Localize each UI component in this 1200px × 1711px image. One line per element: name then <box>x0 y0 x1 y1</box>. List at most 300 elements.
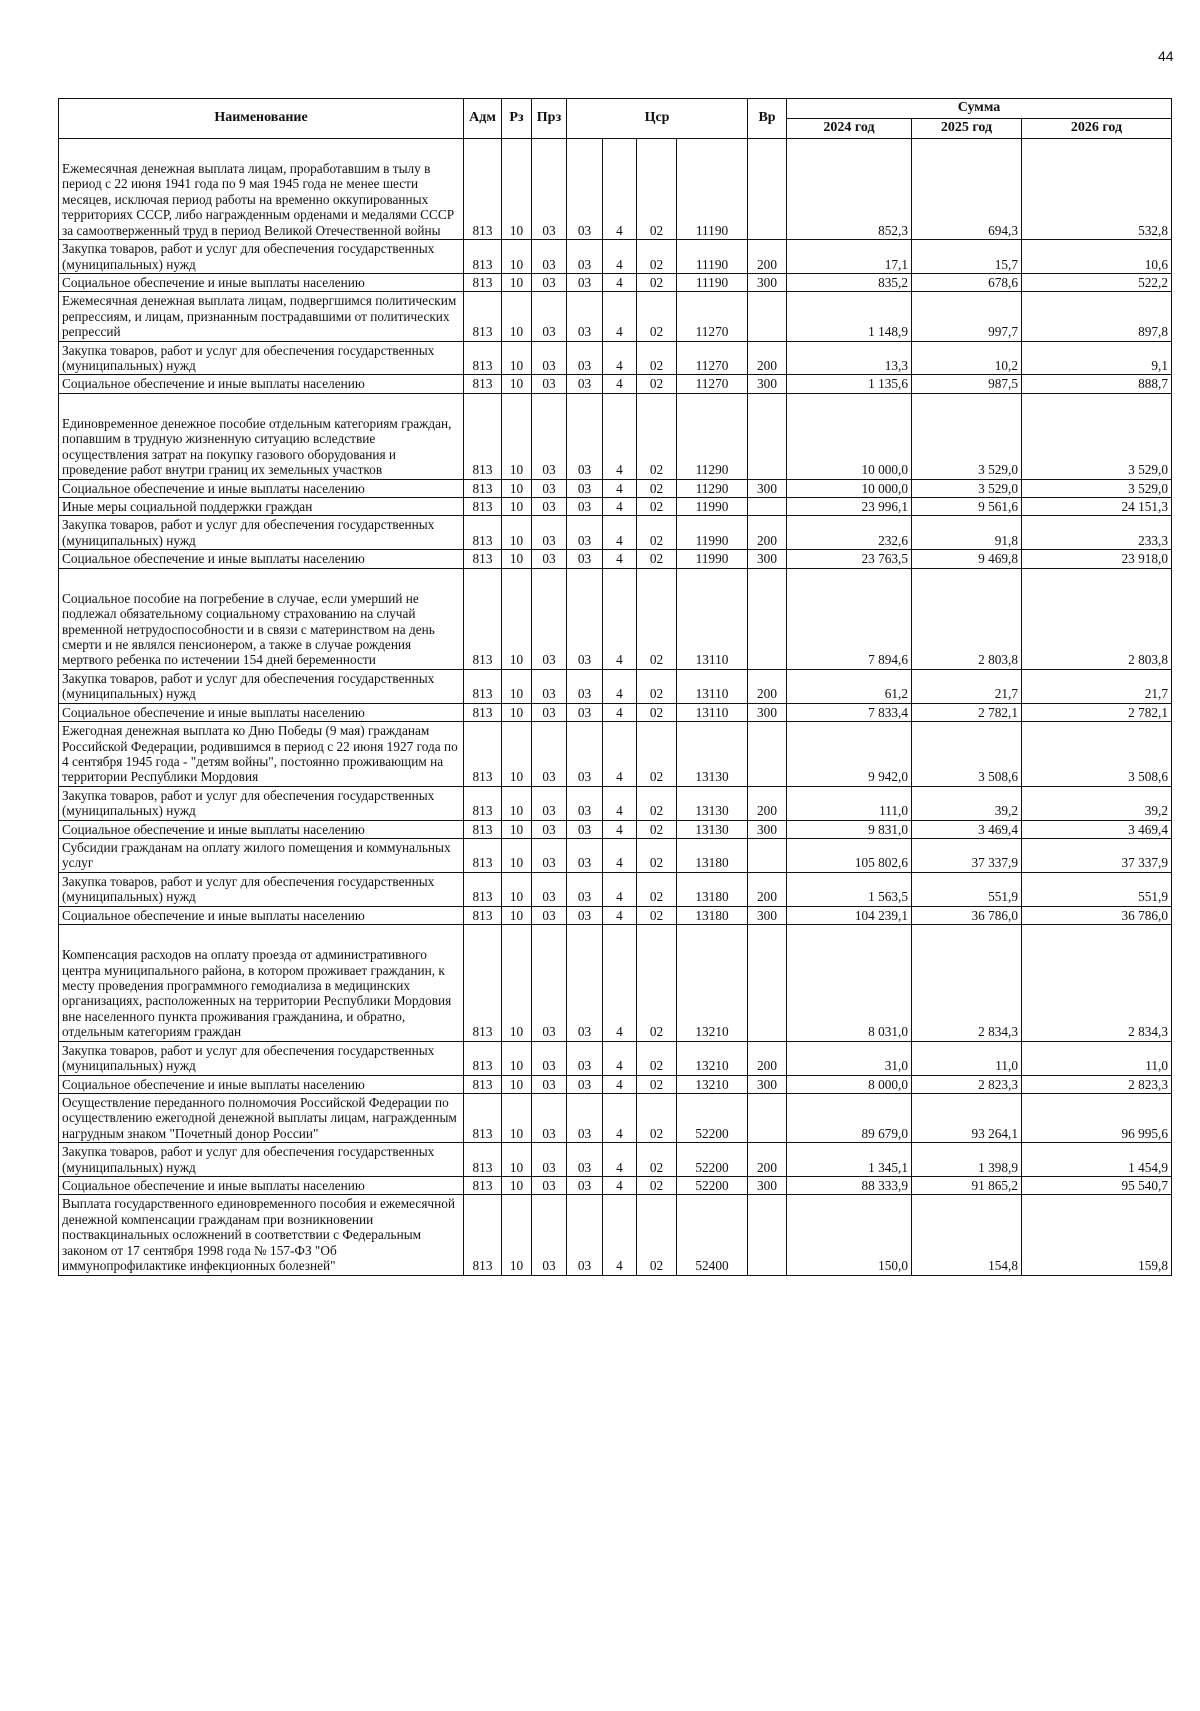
cell-rz: 10 <box>502 872 532 906</box>
cell-adm: 813 <box>464 1075 502 1093</box>
cell-sum-2025: 3 529,0 <box>912 479 1022 497</box>
header-year-2026: 2026 год <box>1022 119 1172 139</box>
cell-csr-1: 03 <box>567 273 603 291</box>
cell-vr: 200 <box>748 786 787 820</box>
cell-csr-4: 52400 <box>677 1195 748 1275</box>
cell-rz: 10 <box>502 820 532 838</box>
cell-sum-2024: 1 563,5 <box>787 872 912 906</box>
cell-sum-2025: 154,8 <box>912 1195 1022 1275</box>
cell-csr-1: 03 <box>567 139 603 240</box>
cell-csr-4: 13130 <box>677 722 748 787</box>
cell-rz: 10 <box>502 703 532 721</box>
cell-csr-4: 13110 <box>677 669 748 703</box>
cell-adm: 813 <box>464 906 502 924</box>
cell-csr-2: 4 <box>603 1041 637 1075</box>
cell-sum-2024: 7 833,4 <box>787 703 912 721</box>
cell-csr-4: 11190 <box>677 273 748 291</box>
cell-adm: 813 <box>464 1093 502 1142</box>
cell-name: Закупка товаров, работ и услуг для обеспечения государственных (муниципальных) нужд <box>59 516 464 550</box>
cell-rz: 10 <box>502 1177 532 1195</box>
cell-csr-3: 02 <box>637 273 677 291</box>
cell-sum-2025: 21,7 <box>912 669 1022 703</box>
cell-rz: 10 <box>502 1143 532 1177</box>
cell-csr-1: 03 <box>567 568 603 669</box>
table-row <box>59 139 1172 240</box>
cell-csr-2: 4 <box>603 139 637 240</box>
cell-sum-2026: 21,7 <box>1022 669 1172 703</box>
cell-vr <box>748 925 787 1042</box>
cell-rz: 10 <box>502 1093 532 1142</box>
cell-csr-1: 03 <box>567 550 603 568</box>
cell-csr-3: 02 <box>637 1143 677 1177</box>
table-row <box>59 1143 1172 1177</box>
cell-name: Закупка товаров, работ и услуг для обеспечения государственных (муниципальных) нужд <box>59 669 464 703</box>
cell-sum-2025: 2 803,8 <box>912 568 1022 669</box>
cell-adm: 813 <box>464 341 502 375</box>
cell-sum-2026: 23 918,0 <box>1022 550 1172 568</box>
cell-vr: 300 <box>748 375 787 393</box>
cell-sum-2024: 61,2 <box>787 669 912 703</box>
cell-csr-1: 03 <box>567 820 603 838</box>
cell-sum-2026: 522,2 <box>1022 273 1172 291</box>
table-row <box>59 872 1172 906</box>
cell-sum-2024: 1 345,1 <box>787 1143 912 1177</box>
cell-sum-2025: 91 865,2 <box>912 1177 1022 1195</box>
cell-prz: 03 <box>532 273 567 291</box>
cell-adm: 813 <box>464 820 502 838</box>
table-row <box>59 568 1172 669</box>
cell-csr-1: 03 <box>567 1075 603 1093</box>
cell-sum-2024: 232,6 <box>787 516 912 550</box>
cell-csr-1: 03 <box>567 479 603 497</box>
cell-rz: 10 <box>502 498 532 516</box>
cell-name: Закупка товаров, работ и услуг для обеспечения государственных (муниципальных) нужд <box>59 341 464 375</box>
table-row <box>59 703 1172 721</box>
cell-csr-4: 13210 <box>677 925 748 1042</box>
cell-sum-2025: 2 782,1 <box>912 703 1022 721</box>
table-row <box>59 669 1172 703</box>
cell-sum-2024: 852,3 <box>787 139 912 240</box>
cell-vr <box>748 722 787 787</box>
cell-csr-3: 02 <box>637 872 677 906</box>
table-row <box>59 1177 1172 1195</box>
cell-vr <box>748 568 787 669</box>
cell-csr-1: 03 <box>567 1041 603 1075</box>
cell-sum-2025: 11,0 <box>912 1041 1022 1075</box>
cell-sum-2026: 2 823,3 <box>1022 1075 1172 1093</box>
cell-csr-1: 03 <box>567 925 603 1042</box>
cell-csr-1: 03 <box>567 1093 603 1142</box>
cell-rz: 10 <box>502 1075 532 1093</box>
cell-csr-1: 03 <box>567 872 603 906</box>
cell-csr-4: 13180 <box>677 839 748 873</box>
cell-csr-3: 02 <box>637 139 677 240</box>
cell-csr-4: 11290 <box>677 479 748 497</box>
cell-sum-2024: 8 000,0 <box>787 1075 912 1093</box>
cell-csr-1: 03 <box>567 786 603 820</box>
cell-sum-2024: 9 831,0 <box>787 820 912 838</box>
cell-csr-4: 11270 <box>677 341 748 375</box>
cell-sum-2025: 1 398,9 <box>912 1143 1022 1177</box>
cell-adm: 813 <box>464 786 502 820</box>
table-row <box>59 1195 1172 1275</box>
cell-adm: 813 <box>464 393 502 479</box>
cell-name: Выплата государственного единовременного пособия и ежемесячной денежной компенсации гражданам при возникновении поствакцинальных осложнений в соответствии с Федеральным законом от 17 сентября 1998 года № 157-ФЗ "Об иммунопрофилактике инфекционных болезней" <box>59 1195 464 1275</box>
cell-vr <box>748 393 787 479</box>
cell-adm: 813 <box>464 1041 502 1075</box>
cell-sum-2024: 31,0 <box>787 1041 912 1075</box>
cell-name: Социальное пособие на погребение в случае, если умерший не подлежал обязательному социальному страхованию на случай временной нетрудоспособности и в связи с материнством на день смерти и не являлся пенсионером, а также в случае рождения мертвого ребенка по истечении 154 дней беременности <box>59 568 464 669</box>
cell-sum-2026: 2 803,8 <box>1022 568 1172 669</box>
cell-sum-2024: 23 996,1 <box>787 498 912 516</box>
cell-rz: 10 <box>502 786 532 820</box>
cell-prz: 03 <box>532 498 567 516</box>
cell-adm: 813 <box>464 703 502 721</box>
cell-vr: 300 <box>748 820 787 838</box>
cell-csr-4: 52200 <box>677 1143 748 1177</box>
cell-csr-2: 4 <box>603 1177 637 1195</box>
cell-rz: 10 <box>502 516 532 550</box>
cell-csr-3: 02 <box>637 292 677 341</box>
cell-csr-2: 4 <box>603 1143 637 1177</box>
cell-adm: 813 <box>464 839 502 873</box>
cell-rz: 10 <box>502 925 532 1042</box>
cell-sum-2026: 551,9 <box>1022 872 1172 906</box>
cell-sum-2025: 91,8 <box>912 516 1022 550</box>
cell-vr: 200 <box>748 1143 787 1177</box>
cell-csr-3: 02 <box>637 498 677 516</box>
cell-csr-4: 13210 <box>677 1075 748 1093</box>
cell-sum-2025: 997,7 <box>912 292 1022 341</box>
cell-rz: 10 <box>502 568 532 669</box>
cell-sum-2025: 93 264,1 <box>912 1093 1022 1142</box>
cell-vr: 300 <box>748 1177 787 1195</box>
cell-prz: 03 <box>532 240 567 274</box>
cell-prz: 03 <box>532 550 567 568</box>
table-row <box>59 839 1172 873</box>
cell-rz: 10 <box>502 550 532 568</box>
cell-name: Субсидии гражданам на оплату жилого помещения и коммунальных услуг <box>59 839 464 873</box>
cell-csr-4: 11270 <box>677 375 748 393</box>
cell-prz: 03 <box>532 786 567 820</box>
cell-csr-4: 11190 <box>677 240 748 274</box>
table-row <box>59 786 1172 820</box>
cell-adm: 813 <box>464 925 502 1042</box>
cell-prz: 03 <box>532 1195 567 1275</box>
cell-adm: 813 <box>464 1143 502 1177</box>
cell-vr: 200 <box>748 1041 787 1075</box>
cell-adm: 813 <box>464 139 502 240</box>
cell-name: Социальное обеспечение и иные выплаты населению <box>59 375 464 393</box>
cell-name: Социальное обеспечение и иные выплаты населению <box>59 550 464 568</box>
cell-sum-2024: 7 894,6 <box>787 568 912 669</box>
cell-vr: 300 <box>748 906 787 924</box>
cell-name: Ежегодная денежная выплата ко Дню Победы (9 мая) гражданам Российской Федерации, родившимся в период с 22 июня 1927 года по 4 сентября 1945 года - "детям войны", постоянно проживающим на территории Республики Мордовия <box>59 722 464 787</box>
cell-vr: 300 <box>748 550 787 568</box>
cell-rz: 10 <box>502 906 532 924</box>
cell-rz: 10 <box>502 669 532 703</box>
header-vr: Вр <box>748 99 787 139</box>
cell-vr <box>748 139 787 240</box>
cell-csr-4: 11990 <box>677 516 748 550</box>
cell-rz: 10 <box>502 722 532 787</box>
cell-adm: 813 <box>464 273 502 291</box>
table-row <box>59 516 1172 550</box>
cell-csr-4: 11190 <box>677 139 748 240</box>
header-name: Наименование <box>59 99 464 139</box>
cell-rz: 10 <box>502 292 532 341</box>
cell-vr: 200 <box>748 872 787 906</box>
cell-csr-4: 13180 <box>677 906 748 924</box>
cell-vr: 300 <box>748 1075 787 1093</box>
cell-csr-3: 02 <box>637 479 677 497</box>
cell-name: Социальное обеспечение и иные выплаты населению <box>59 703 464 721</box>
cell-vr <box>748 292 787 341</box>
header-prz: Прз <box>532 99 567 139</box>
cell-csr-2: 4 <box>603 393 637 479</box>
cell-adm: 813 <box>464 240 502 274</box>
cell-vr: 300 <box>748 479 787 497</box>
cell-csr-2: 4 <box>603 341 637 375</box>
cell-prz: 03 <box>532 1177 567 1195</box>
table-row <box>59 273 1172 291</box>
cell-sum-2026: 3 529,0 <box>1022 479 1172 497</box>
cell-name: Закупка товаров, работ и услуг для обеспечения государственных (муниципальных) нужд <box>59 240 464 274</box>
cell-name: Закупка товаров, работ и услуг для обеспечения государственных (муниципальных) нужд <box>59 872 464 906</box>
cell-csr-4: 13210 <box>677 1041 748 1075</box>
cell-csr-1: 03 <box>567 703 603 721</box>
table-row <box>59 1041 1172 1075</box>
cell-prz: 03 <box>532 1041 567 1075</box>
cell-sum-2025: 10,2 <box>912 341 1022 375</box>
cell-csr-2: 4 <box>603 498 637 516</box>
cell-csr-1: 03 <box>567 906 603 924</box>
cell-name: Закупка товаров, работ и услуг для обеспечения государственных (муниципальных) нужд <box>59 1143 464 1177</box>
table-row <box>59 292 1172 341</box>
table-row <box>59 1093 1172 1142</box>
cell-csr-4: 52200 <box>677 1177 748 1195</box>
cell-csr-2: 4 <box>603 703 637 721</box>
cell-name: Осуществление переданного полномочия Российской Федерации по осуществлению ежегодной денежной выплаты лицам, награжденным нагрудным знаком "Почетный донор России" <box>59 1093 464 1142</box>
cell-prz: 03 <box>532 722 567 787</box>
cell-csr-3: 02 <box>637 669 677 703</box>
cell-prz: 03 <box>532 341 567 375</box>
cell-name: Закупка товаров, работ и услуг для обеспечения государственных (муниципальных) нужд <box>59 1041 464 1075</box>
cell-rz: 10 <box>502 839 532 873</box>
cell-sum-2026: 1 454,9 <box>1022 1143 1172 1177</box>
cell-sum-2025: 3 469,4 <box>912 820 1022 838</box>
cell-csr-4: 13110 <box>677 568 748 669</box>
cell-csr-3: 02 <box>637 1195 677 1275</box>
cell-rz: 10 <box>502 393 532 479</box>
cell-vr <box>748 839 787 873</box>
cell-prz: 03 <box>532 703 567 721</box>
cell-sum-2026: 3 529,0 <box>1022 393 1172 479</box>
cell-sum-2026: 532,8 <box>1022 139 1172 240</box>
table-row <box>59 393 1172 479</box>
header-row <box>59 99 1172 119</box>
cell-csr-2: 4 <box>603 925 637 1042</box>
cell-sum-2026: 96 995,6 <box>1022 1093 1172 1142</box>
cell-csr-2: 4 <box>603 786 637 820</box>
cell-csr-1: 03 <box>567 341 603 375</box>
cell-csr-4: 13110 <box>677 703 748 721</box>
cell-rz: 10 <box>502 1041 532 1075</box>
header-year-2025: 2025 год <box>912 119 1022 139</box>
cell-csr-3: 02 <box>637 1075 677 1093</box>
cell-prz: 03 <box>532 925 567 1042</box>
header-rz: Рз <box>502 99 532 139</box>
table-row <box>59 722 1172 787</box>
cell-csr-3: 02 <box>637 722 677 787</box>
cell-csr-2: 4 <box>603 1093 637 1142</box>
table-body <box>59 139 1172 1276</box>
cell-sum-2025: 36 786,0 <box>912 906 1022 924</box>
cell-sum-2025: 987,5 <box>912 375 1022 393</box>
cell-sum-2024: 150,0 <box>787 1195 912 1275</box>
cell-csr-2: 4 <box>603 820 637 838</box>
cell-name: Иные меры социальной поддержки граждан <box>59 498 464 516</box>
cell-csr-3: 02 <box>637 1093 677 1142</box>
table-row <box>59 375 1172 393</box>
cell-sum-2026: 39,2 <box>1022 786 1172 820</box>
cell-csr-2: 4 <box>603 1075 637 1093</box>
cell-csr-4: 13180 <box>677 872 748 906</box>
cell-sum-2025: 3 529,0 <box>912 393 1022 479</box>
table-row <box>59 550 1172 568</box>
cell-csr-3: 02 <box>637 786 677 820</box>
cell-csr-2: 4 <box>603 375 637 393</box>
cell-sum-2026: 36 786,0 <box>1022 906 1172 924</box>
cell-rz: 10 <box>502 341 532 375</box>
cell-csr-1: 03 <box>567 375 603 393</box>
cell-csr-3: 02 <box>637 375 677 393</box>
cell-csr-4: 11990 <box>677 550 748 568</box>
cell-csr-3: 02 <box>637 568 677 669</box>
cell-sum-2026: 3 508,6 <box>1022 722 1172 787</box>
cell-prz: 03 <box>532 820 567 838</box>
cell-prz: 03 <box>532 1143 567 1177</box>
header-year-2024: 2024 год <box>787 119 912 139</box>
cell-sum-2026: 159,8 <box>1022 1195 1172 1275</box>
cell-adm: 813 <box>464 1195 502 1275</box>
cell-csr-2: 4 <box>603 273 637 291</box>
cell-sum-2026: 24 151,3 <box>1022 498 1172 516</box>
cell-csr-2: 4 <box>603 479 637 497</box>
cell-adm: 813 <box>464 479 502 497</box>
cell-csr-4: 13130 <box>677 786 748 820</box>
cell-prz: 03 <box>532 479 567 497</box>
cell-csr-1: 03 <box>567 1143 603 1177</box>
cell-sum-2026: 897,8 <box>1022 292 1172 341</box>
cell-rz: 10 <box>502 375 532 393</box>
cell-sum-2026: 3 469,4 <box>1022 820 1172 838</box>
cell-adm: 813 <box>464 872 502 906</box>
cell-adm: 813 <box>464 516 502 550</box>
cell-csr-1: 03 <box>567 1195 603 1275</box>
cell-sum-2024: 13,3 <box>787 341 912 375</box>
cell-csr-4: 11990 <box>677 498 748 516</box>
cell-sum-2025: 678,6 <box>912 273 1022 291</box>
cell-csr-1: 03 <box>567 516 603 550</box>
cell-sum-2025: 39,2 <box>912 786 1022 820</box>
cell-csr-3: 02 <box>637 906 677 924</box>
header-csr: Цср <box>567 99 748 139</box>
cell-name: Социальное обеспечение и иные выплаты населению <box>59 479 464 497</box>
cell-name: Закупка товаров, работ и услуг для обеспечения государственных (муниципальных) нужд <box>59 786 464 820</box>
cell-csr-2: 4 <box>603 669 637 703</box>
cell-sum-2024: 1 148,9 <box>787 292 912 341</box>
cell-csr-1: 03 <box>567 722 603 787</box>
cell-adm: 813 <box>464 1177 502 1195</box>
cell-csr-2: 4 <box>603 568 637 669</box>
cell-sum-2025: 551,9 <box>912 872 1022 906</box>
cell-sum-2024: 89 679,0 <box>787 1093 912 1142</box>
cell-name: Ежемесячная денежная выплата лицам, проработавшим в тылу в период с 22 июня 1941 года по 9 мая 1945 года не менее шести месяцев, исключая период работы на временно оккупированных территориях СССР, либо награжденным орденами и медалями СССР за самоотверженный труд в период Великой Отечественной войны <box>59 139 464 240</box>
cell-csr-2: 4 <box>603 839 637 873</box>
cell-prz: 03 <box>532 1075 567 1093</box>
cell-sum-2024: 105 802,6 <box>787 839 912 873</box>
cell-sum-2024: 8 031,0 <box>787 925 912 1042</box>
cell-csr-2: 4 <box>603 722 637 787</box>
cell-sum-2026: 888,7 <box>1022 375 1172 393</box>
table-row <box>59 341 1172 375</box>
cell-prz: 03 <box>532 375 567 393</box>
cell-csr-3: 02 <box>637 240 677 274</box>
cell-vr: 300 <box>748 703 787 721</box>
table-row <box>59 498 1172 516</box>
cell-csr-2: 4 <box>603 516 637 550</box>
cell-csr-2: 4 <box>603 906 637 924</box>
cell-csr-4: 11290 <box>677 393 748 479</box>
cell-prz: 03 <box>532 669 567 703</box>
cell-csr-1: 03 <box>567 292 603 341</box>
table-row <box>59 1075 1172 1093</box>
cell-adm: 813 <box>464 292 502 341</box>
page-number: 44 <box>1158 48 1174 64</box>
cell-sum-2024: 104 239,1 <box>787 906 912 924</box>
table-row <box>59 906 1172 924</box>
cell-name: Социальное обеспечение и иные выплаты населению <box>59 1075 464 1093</box>
cell-sum-2025: 694,3 <box>912 139 1022 240</box>
cell-prz: 03 <box>532 393 567 479</box>
cell-prz: 03 <box>532 139 567 240</box>
cell-sum-2024: 88 333,9 <box>787 1177 912 1195</box>
cell-sum-2024: 23 763,5 <box>787 550 912 568</box>
cell-sum-2024: 111,0 <box>787 786 912 820</box>
header-sum: Сумма <box>787 99 1172 119</box>
cell-adm: 813 <box>464 498 502 516</box>
cell-sum-2024: 17,1 <box>787 240 912 274</box>
cell-csr-3: 02 <box>637 393 677 479</box>
cell-sum-2025: 2 823,3 <box>912 1075 1022 1093</box>
cell-rz: 10 <box>502 273 532 291</box>
cell-csr-4: 11270 <box>677 292 748 341</box>
cell-sum-2026: 95 540,7 <box>1022 1177 1172 1195</box>
cell-rz: 10 <box>502 479 532 497</box>
cell-sum-2026: 9,1 <box>1022 341 1172 375</box>
cell-sum-2025: 2 834,3 <box>912 925 1022 1042</box>
cell-sum-2026: 11,0 <box>1022 1041 1172 1075</box>
cell-prz: 03 <box>532 839 567 873</box>
cell-csr-2: 4 <box>603 872 637 906</box>
cell-csr-1: 03 <box>567 498 603 516</box>
cell-csr-2: 4 <box>603 240 637 274</box>
table-row <box>59 925 1172 1042</box>
cell-csr-2: 4 <box>603 1195 637 1275</box>
cell-csr-3: 02 <box>637 925 677 1042</box>
cell-vr: 200 <box>748 669 787 703</box>
